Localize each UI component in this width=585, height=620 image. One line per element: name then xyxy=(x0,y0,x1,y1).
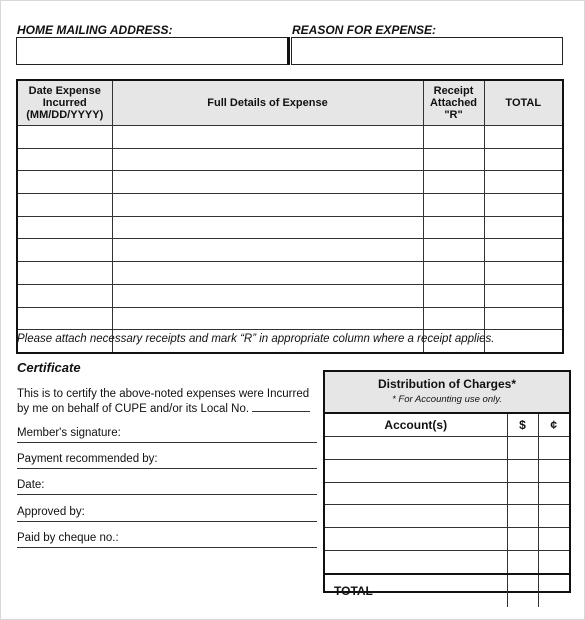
receipt-cell[interactable] xyxy=(423,148,484,171)
cents-cell[interactable] xyxy=(538,459,569,482)
paid-by-cheque-line[interactable] xyxy=(17,532,317,548)
total-header: TOTAL xyxy=(484,80,563,126)
total-cell[interactable] xyxy=(484,330,563,353)
distribution-row xyxy=(325,482,569,505)
date-header-line1: Date Expense xyxy=(28,85,101,97)
receipt-note: Please attach necessary receipts and mark “R” in appropriate column where a receipt applies. xyxy=(17,333,495,345)
total-cell[interactable] xyxy=(484,171,563,194)
payment-recommended-label: Payment recommended by: xyxy=(17,453,158,465)
distribution-header xyxy=(325,372,569,414)
receipt-cell[interactable] xyxy=(423,171,484,194)
distribution-table xyxy=(325,414,569,607)
total-cell[interactable] xyxy=(484,216,563,239)
details-cell[interactable] xyxy=(112,148,423,171)
receipt-cell[interactable] xyxy=(423,284,484,307)
details-cell[interactable] xyxy=(112,171,423,194)
details-cell[interactable] xyxy=(112,262,423,285)
cents-cell[interactable] xyxy=(538,528,569,551)
account-cell[interactable] xyxy=(325,482,507,505)
dollars-cell[interactable] xyxy=(507,437,538,460)
dollars-cell[interactable] xyxy=(507,482,538,505)
expense-row xyxy=(17,171,563,194)
receipt-cell[interactable] xyxy=(423,126,484,149)
details-cell[interactable] xyxy=(112,307,423,330)
total-cell[interactable] xyxy=(484,239,563,262)
account-cell[interactable] xyxy=(325,528,507,551)
home-mailing-address-label: HOME MAILING ADDRESS: xyxy=(17,23,173,37)
receipt-cell[interactable] xyxy=(423,262,484,285)
cents-cell[interactable] xyxy=(538,482,569,505)
expense-table-header xyxy=(17,80,563,126)
accounts-header: Account(s) xyxy=(325,414,507,437)
date-cell[interactable] xyxy=(17,307,112,330)
members-signature-label: Member's signature: xyxy=(17,427,121,439)
distribution-title: Distribution of Charges* xyxy=(377,377,516,391)
distribution-of-charges xyxy=(323,370,571,598)
details-cell[interactable] xyxy=(112,239,423,262)
expense-table xyxy=(16,79,564,354)
receipt-header-line3: "R" xyxy=(444,109,463,121)
certificate-statement: This is to certify the above-noted expenses were Incurred by me on behalf of CUPE and/or its Local No. xyxy=(17,388,310,415)
expense-row xyxy=(17,194,563,217)
date-cell[interactable] xyxy=(17,171,112,194)
members-signature-line[interactable] xyxy=(17,427,317,443)
date-cell[interactable] xyxy=(17,194,112,217)
details-cell[interactable] xyxy=(112,216,423,239)
reason-for-expense-label: REASON FOR EXPENSE: xyxy=(292,23,437,37)
details-cell[interactable] xyxy=(112,194,423,217)
account-cell[interactable] xyxy=(325,550,507,573)
total-cell[interactable] xyxy=(484,307,563,330)
date-cell[interactable] xyxy=(17,284,112,307)
approved-by-label: Approved by: xyxy=(17,506,85,518)
distribution-row xyxy=(325,437,569,460)
account-cell[interactable] xyxy=(325,459,507,482)
date-cell[interactable] xyxy=(17,262,112,285)
cents-cell[interactable] xyxy=(538,437,569,460)
details-cell[interactable] xyxy=(112,126,423,149)
total-cents-cell[interactable] xyxy=(538,574,569,607)
total-cell[interactable] xyxy=(484,262,563,285)
receipt-attached-header xyxy=(423,80,484,126)
date-cell[interactable] xyxy=(17,126,112,149)
receipt-header-line1: Receipt xyxy=(433,85,474,97)
dollars-cell[interactable] xyxy=(507,459,538,482)
date-cell[interactable] xyxy=(17,216,112,239)
expense-row xyxy=(17,307,563,330)
dollars-header: $ xyxy=(507,414,538,437)
date-label: Date: xyxy=(17,479,45,491)
local-number-field[interactable] xyxy=(252,401,310,412)
dollars-cell[interactable] xyxy=(507,550,538,573)
receipt-cell[interactable] xyxy=(423,194,484,217)
certificate-title: Certificate xyxy=(17,360,81,375)
date-header-line3: (MM/DD/YYYY) xyxy=(26,109,104,121)
expense-row xyxy=(17,262,563,285)
dollars-cell[interactable] xyxy=(507,528,538,551)
home-mailing-address-field[interactable] xyxy=(16,37,288,65)
field-divider xyxy=(287,37,290,65)
expense-row xyxy=(17,239,563,262)
distribution-row xyxy=(325,528,569,551)
full-details-header: Full Details of Expense xyxy=(112,80,423,126)
date-expense-header xyxy=(17,80,112,126)
distribution-row xyxy=(325,459,569,482)
certificate-text xyxy=(17,387,322,416)
distribution-total-label: TOTAL xyxy=(325,574,507,607)
distribution-row xyxy=(325,550,569,573)
cents-cell[interactable] xyxy=(538,505,569,528)
distribution-row xyxy=(325,505,569,528)
paid-by-cheque-label: Paid by cheque no.: xyxy=(17,532,119,544)
distribution-subtitle: * For Accounting use only. xyxy=(392,394,502,405)
reason-for-expense-field[interactable] xyxy=(291,37,563,65)
receipt-header-line2: Attached xyxy=(429,97,478,109)
total-cell[interactable] xyxy=(484,284,563,307)
date-header-line2: Incurred xyxy=(42,97,87,109)
total-cell[interactable] xyxy=(484,194,563,217)
expense-row xyxy=(17,148,563,171)
date-cell[interactable] xyxy=(17,148,112,171)
expense-row xyxy=(17,284,563,307)
payment-recommended-line[interactable] xyxy=(17,453,317,469)
details-cell[interactable] xyxy=(112,284,423,307)
cents-header: ¢ xyxy=(538,414,569,437)
total-dollars-cell[interactable] xyxy=(507,574,538,607)
account-cell[interactable] xyxy=(325,505,507,528)
total-cell[interactable] xyxy=(484,148,563,171)
date-line[interactable] xyxy=(17,479,317,495)
approved-by-line[interactable] xyxy=(17,506,317,522)
receipt-cell[interactable] xyxy=(423,216,484,239)
expense-row xyxy=(17,216,563,239)
total-cell[interactable] xyxy=(484,126,563,149)
date-cell[interactable] xyxy=(17,239,112,262)
expense-row xyxy=(17,126,563,149)
receipt-cell[interactable] xyxy=(423,307,484,330)
account-cell[interactable] xyxy=(325,437,507,460)
cents-cell[interactable] xyxy=(538,550,569,573)
receipt-cell[interactable] xyxy=(423,239,484,262)
distribution-total-row xyxy=(325,574,569,607)
dollars-cell[interactable] xyxy=(507,505,538,528)
